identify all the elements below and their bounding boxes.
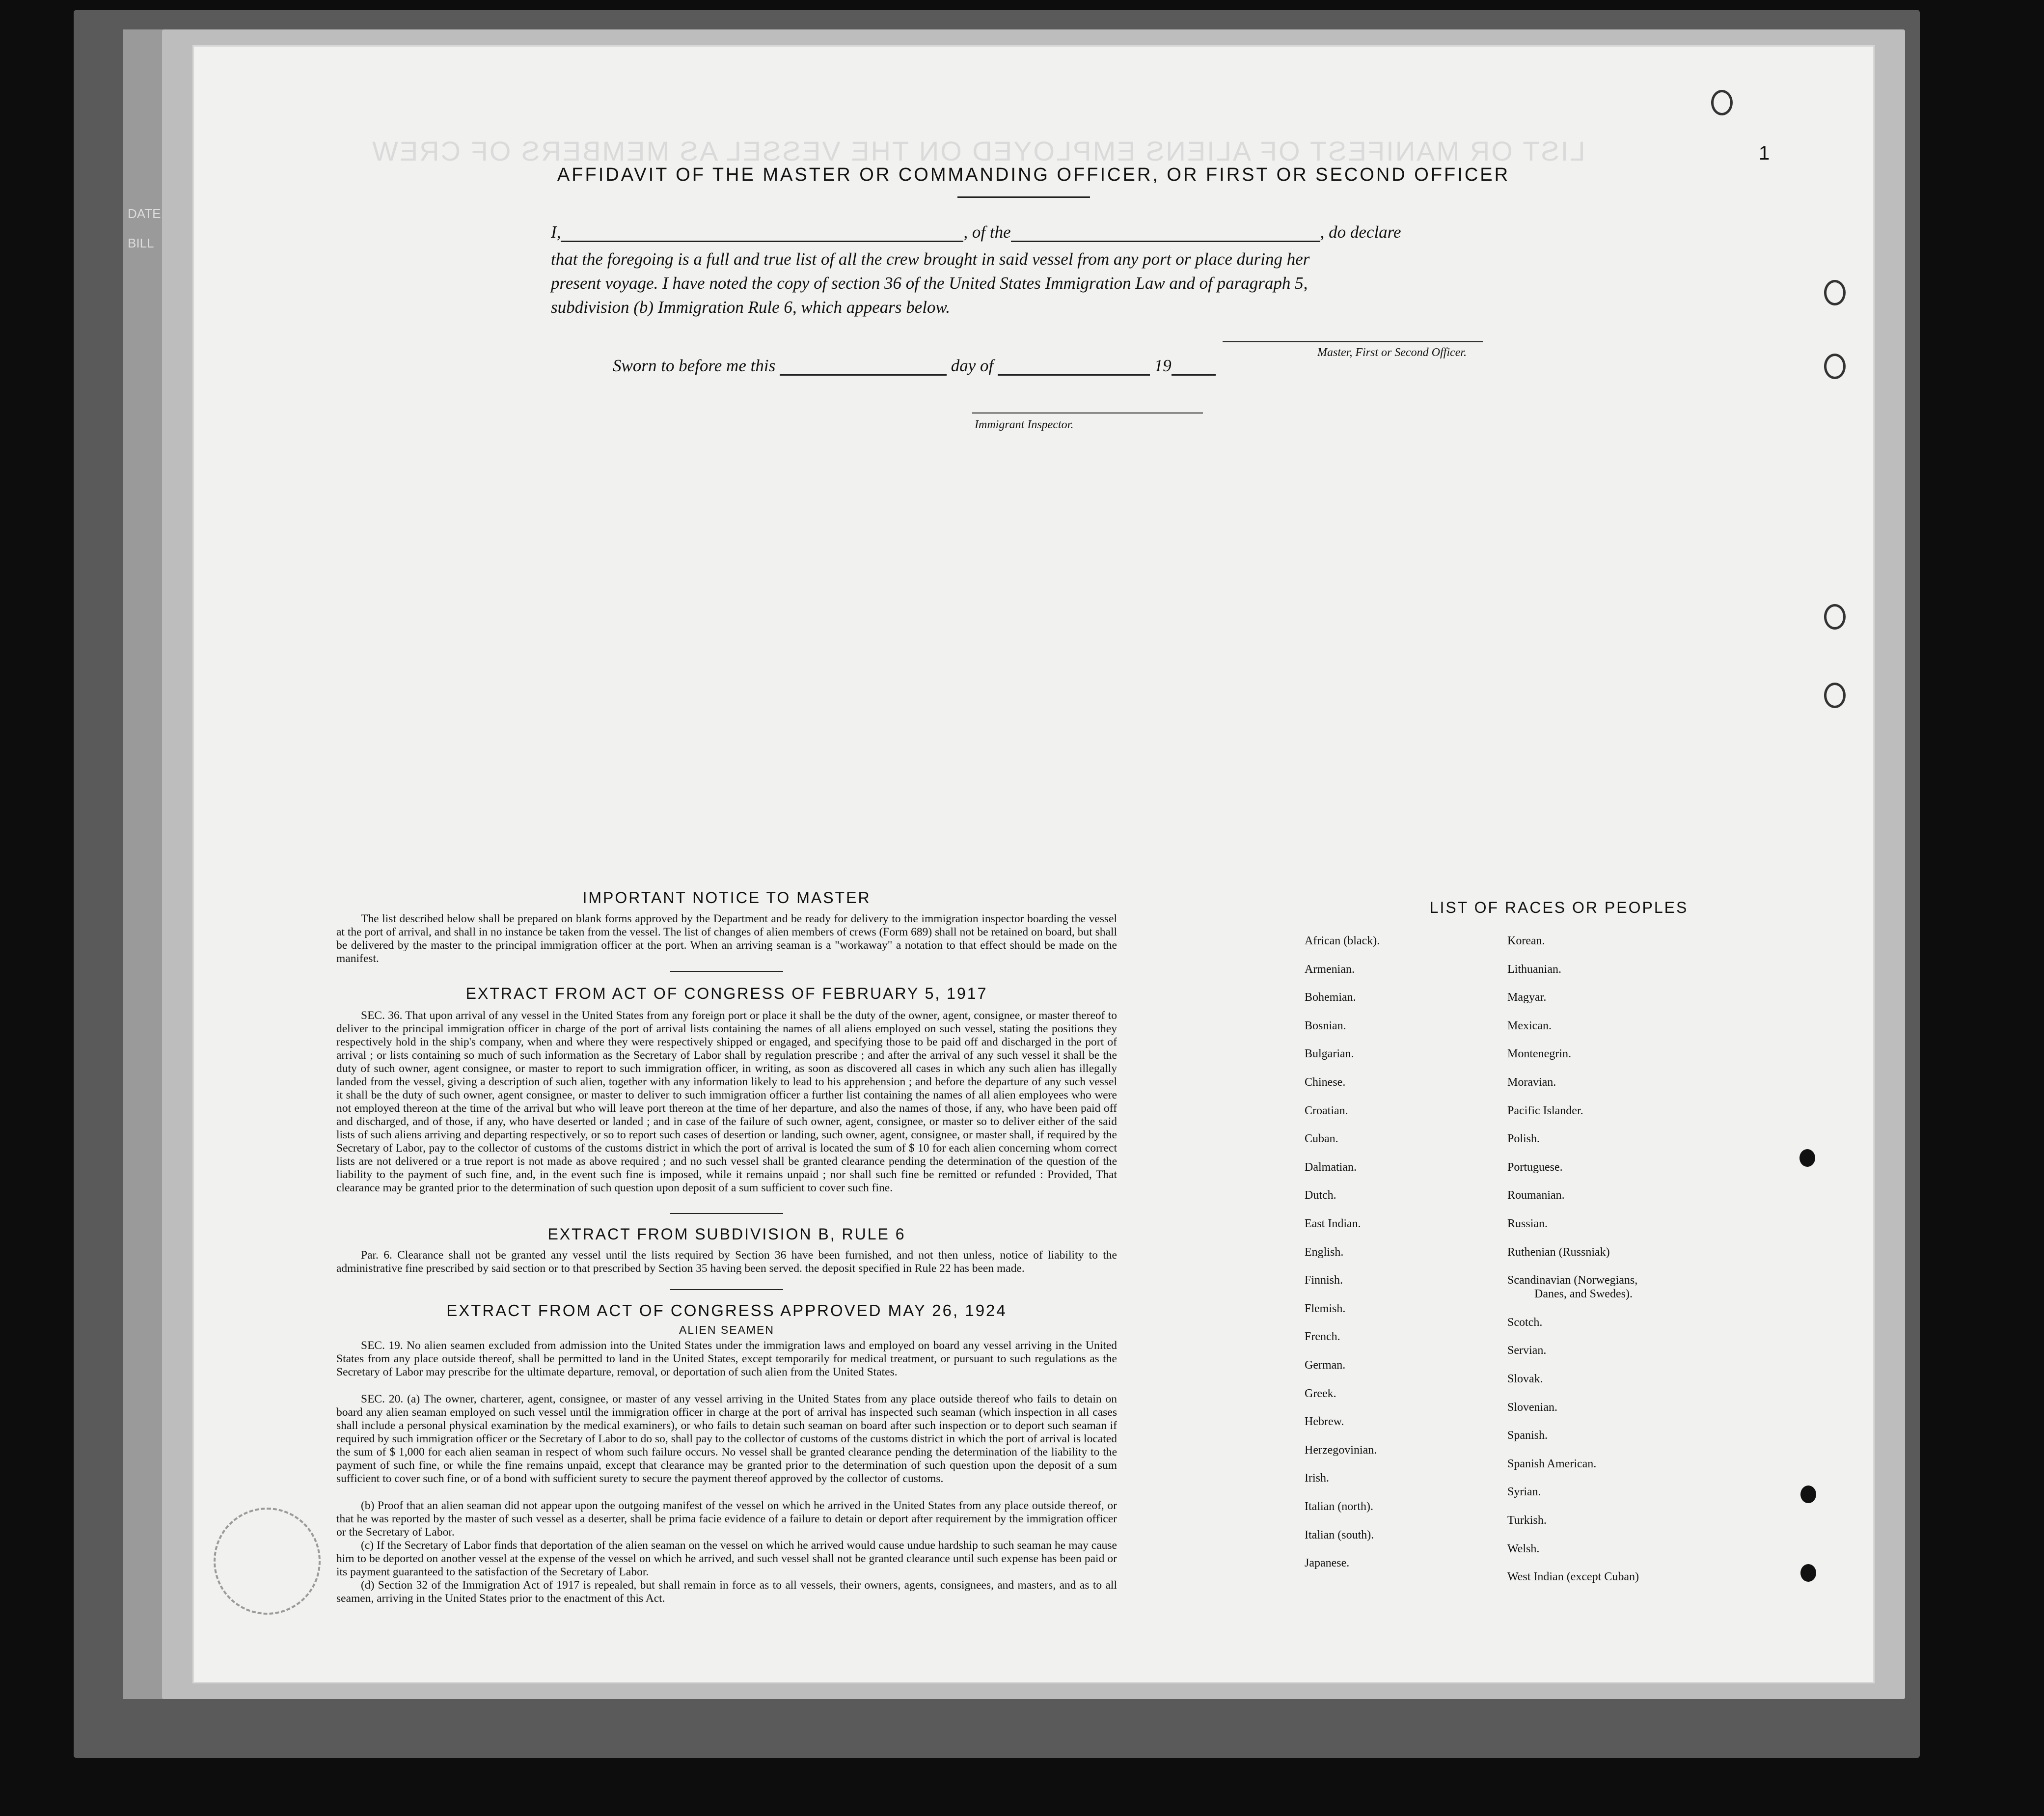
extract-rule6-title: EXTRACT FROM SUBDIVISION B, RULE 6: [547, 1225, 906, 1243]
inspector-caption: Immigrant Inspector.: [975, 418, 1074, 431]
race-item: Hebrew.: [1305, 1415, 1344, 1429]
extract-1917-text: SEC. 36. That upon arrival of any vessel in the United States from any foreign port or place it shall be the duty of the owner, agent, consignee, or master thereof to deliver to the principal immigration officer in charge of the port of arrival lists containing the names of all aliens employed on such vessel, stating the positions they respectively hold in the ship's company, when and where they were respectively shipped or engaged, and specifying those to be paid off and discharged in the port of arrival ; or lists containing so much of such information as the Secretary of Labor shall by regulation prescribe ; and after the arrival of any such vessel it shall be the duty of such owner, agent consignee, or master to report to such immigration officer, in writing, as soon as discovered all cases in which any such alien has illegally landed from the vessel, giving a description of such alien, together with any information likely to lead to his apprehension ; and before the departure of any such vessel it shall be the duty of such owner, agent consignee, or master to deliver to such immigration officer a further list containing the names of all alien employees who were not employed thereon at the time of the arrival but who will leave port thereon at the time of her departure, and also the names of those, if any, who have been paid off and discharged, and of those, if any, who have deserted or landed ; and in case of the failure of such owner, agent, consignee, or master so to deliver either of the said lists of such aliens arriving and departing respectively, or so to report such cases of desertion or landing, such owner, agent, consignee, or master shall, if required by the Secretary of Labor, pay to the collector of customs of the customs district in which the port of arrival is located the sum of $ 10 for each alien concerning whom correct lists are not delivered or a true report is not made as above required ; and no such vessel shall be granted clearance pending the determination of the question of the liability to the payment of such fine, and, in the event such fine is imposed, while it remains unpaid ; nor shall such fine be remitted or refunded : Provided, That clearance may be granted prior to the determination of such question upon deposit of a sum sufficient to cover such fine.: [336, 1009, 1117, 1194]
race-item: German.: [1305, 1359, 1346, 1372]
extract-1924-subtitle: ALIEN SEAMEN: [679, 1323, 774, 1336]
affidavit-line3: present voyage. I have noted the copy of section 36 of the United States Immigration Law and of paragraph 5,: [551, 274, 1308, 293]
race-item: Danes, and Swedes).: [1534, 1288, 1633, 1301]
show-through-mark-bill: BILL: [128, 236, 154, 250]
extract-1924-title: EXTRACT FROM ACT OF CONGRESS APPROVED MAY 26, 1924: [446, 1301, 1007, 1320]
show-through-mark-date: DATE: [128, 206, 161, 221]
inspection-stamp: [214, 1508, 321, 1615]
divider: [670, 1289, 783, 1290]
extract-1924-sec20a: SEC. 20. (a) The owner, charterer, agent, consignee, or master of any vessel arriving in the United States from any place outside thereof who fails to detain on board any alien seaman employed on such vessel until the immigration officer in charge at the port of arrival has inspected such seaman (which inspection in all cases shall include a personal physical examination by the medical examiners), or who fails to detain such seaman on board after such inspection or to deport such seaman if required by such immigration officer or the Secretary of Labor to do so, shall pay to the collector of customs of the customs district in which the port of arrival is located the sum of $ 1,000 for each alien seaman in respect of whom such failure occurs. No vessel shall be granted clearance pending the determination of the liability to the payment of such fine, or while the fine remains unpaid, except that clearance may be granted prior to the determination of such question upon the deposit of a sum sufficient to cover such fine, or of a bond with sufficient surety to secure the payment thereof approved by the collector of customs.: [336, 1393, 1117, 1485]
show-through-title: LIST OR MANIFEST OF ALIENS EMPLOYED ON THE VESSEL AS MEMBERS OF CREW: [371, 136, 1585, 166]
extract-1924-sec20c: (c) If the Secretary of Labor finds that deportation of the alien seaman on the vessel on which he arrived would cause undue hardship to such seaman he may cause him to be deported on another vessel at the expense of the vessel on which he arrived, and such vessel shall not be granted clearance until such expense has been paid or its payment guaranteed to the satisfaction of the Secretary of Labor.: [336, 1539, 1117, 1578]
punch-hole: [1799, 1149, 1815, 1167]
race-item: Scotch.: [1507, 1316, 1543, 1329]
punch-hole: [1824, 354, 1846, 379]
race-item: Syrian.: [1507, 1486, 1541, 1499]
race-item: Bosnian.: [1305, 1019, 1346, 1032]
race-item: Moravian.: [1507, 1076, 1556, 1089]
race-item: Lithuanian.: [1507, 963, 1561, 976]
race-item: Dalmatian.: [1305, 1160, 1357, 1174]
race-item: Magyar.: [1507, 991, 1547, 1004]
punch-hole: [1824, 683, 1846, 708]
punch-hole: [1824, 604, 1846, 630]
race-item: Portuguese.: [1507, 1160, 1563, 1174]
race-item: Slovenian.: [1507, 1401, 1557, 1414]
race-item: Bulgarian.: [1305, 1047, 1354, 1061]
race-item: French.: [1305, 1330, 1340, 1344]
race-item: Polish.: [1507, 1132, 1540, 1146]
extract-rule6-text: Par. 6. Clearance shall not be granted any vessel until the lists required by Section 36 have been furnished, and not then unless, notice of liability to the administrative fine prescribed by said section or to that prescribed by Section 35 having been served. the deposit specified in Rule 22 has been made.: [336, 1249, 1117, 1275]
race-item: Flemish.: [1305, 1302, 1346, 1315]
affidavit-line2: that the foregoing is a full and true list of all the crew brought in said vessel from any port or place during her: [551, 249, 1310, 269]
race-item: Dutch.: [1305, 1189, 1336, 1202]
race-item: Korean.: [1507, 935, 1545, 947]
extract-1924-sec19: SEC. 19. No alien seamen excluded from admission into the United States under the immigration laws and employed on board any vessel arriving in the United States from any place outside thereof, shall be permitted to land in the United States, except temporarily for medical treatment, or pursuant to such regulations as the Secretary of Labor may prescribe for the ultimate departure, removal, or deportation of such alien from the United States.: [336, 1339, 1117, 1378]
race-item: Roumanian.: [1507, 1189, 1565, 1202]
race-item: Japanese.: [1305, 1557, 1350, 1570]
master-caption: Master, First or Second Officer.: [1317, 346, 1467, 359]
race-item: Italian (south).: [1305, 1528, 1374, 1541]
extract-1917-title: EXTRACT FROM ACT OF CONGRESS OF FEBRUARY 5, 1917: [465, 985, 988, 1002]
race-item: Pacific Islander.: [1507, 1104, 1583, 1117]
race-item: Servian.: [1507, 1344, 1547, 1357]
punch-hole: [1800, 1486, 1816, 1503]
sworn-line: Sworn to before me this day of 19: [613, 356, 1216, 376]
punch-hole: [1824, 280, 1846, 305]
race-item: African (black).: [1305, 935, 1380, 947]
race-item: Croatian.: [1305, 1104, 1348, 1117]
race-item: Irish.: [1305, 1472, 1329, 1485]
divider: [670, 1213, 783, 1214]
race-item: Chinese.: [1305, 1076, 1346, 1089]
notice-text: The list described below shall be prepared on blank forms approved by the Department and be ready for delivery to the immigration inspector boarding the vessel at the port of arrival, and shall in no instance be taken from the vessel. The list of changes of alien members of crews (Form 689) shall not be retained on board, but shall be delivered by the master to the principal immigration officer at the port. When an arriving seaman is a "workaway" a notation to that effect should be made on the manifest.: [336, 912, 1117, 965]
document-page: [128, 47, 1873, 1682]
race-item: Ruthenian (Russniak): [1507, 1245, 1610, 1259]
race-item: Finnish.: [1305, 1274, 1343, 1287]
race-item: Herzegovinian.: [1305, 1443, 1377, 1457]
extract-1924-sec20d: (d) Section 32 of the Immigration Act of 1917 is repealed, but shall remain in force as to all vessels, their owners, agents, consignees, and masters, and as to all seamen, arriving in the United States prior to the enactment of this Act.: [336, 1579, 1117, 1605]
race-item: Cuban.: [1305, 1132, 1338, 1146]
race-item: Slovak.: [1507, 1373, 1543, 1385]
race-item: Welsh.: [1507, 1542, 1540, 1555]
affidavit-title: AFFIDAVIT OF THE MASTER OR COMMANDING OFFICER, OR FIRST OR SECOND OFFICER: [557, 165, 1510, 185]
race-item: West Indian (except Cuban): [1507, 1570, 1639, 1584]
page-number: 1: [1759, 142, 1770, 164]
race-item: Scandinavian (Norwegians,: [1507, 1274, 1638, 1287]
race-item: Armenian.: [1305, 963, 1355, 976]
race-item: English.: [1305, 1245, 1344, 1259]
extract-1924-sec20b: (b) Proof that an alien seaman did not appear upon the outgoing manifest of the vessel on which he arrived in the United States from any place outside thereof, or that he was reported by the master of such vessel as a deserter, shall be prima facie evidence of a failure to detain or deport after requirement by the immigration officer or the Secretary of Labor.: [336, 1499, 1117, 1539]
affidavit-line4: subdivision (b) Immigration Rule 6, which appears below.: [551, 298, 951, 317]
race-item: Spanish American.: [1507, 1457, 1597, 1470]
race-item: East Indian.: [1305, 1217, 1361, 1230]
divider: [957, 196, 1090, 198]
notice-title: IMPORTANT NOTICE TO MASTER: [582, 889, 871, 907]
punch-hole: [1800, 1564, 1816, 1582]
affidavit-line1: I, , of the , do declare: [551, 221, 1401, 242]
race-item: Italian (north).: [1305, 1500, 1373, 1513]
race-item: Turkish.: [1507, 1514, 1547, 1527]
divider: [670, 971, 783, 972]
punch-hole: [1711, 90, 1733, 115]
race-item: Bohemian.: [1305, 991, 1356, 1004]
races-title: LIST OF RACES OR PEOPLES: [1429, 899, 1689, 916]
master-signature-line: [1223, 341, 1483, 342]
race-item: Mexican.: [1507, 1019, 1552, 1032]
race-item: Montenegrin.: [1507, 1047, 1571, 1061]
race-item: Russian.: [1507, 1217, 1548, 1230]
race-item: Greek.: [1305, 1387, 1336, 1400]
race-item: Spanish.: [1507, 1429, 1548, 1442]
